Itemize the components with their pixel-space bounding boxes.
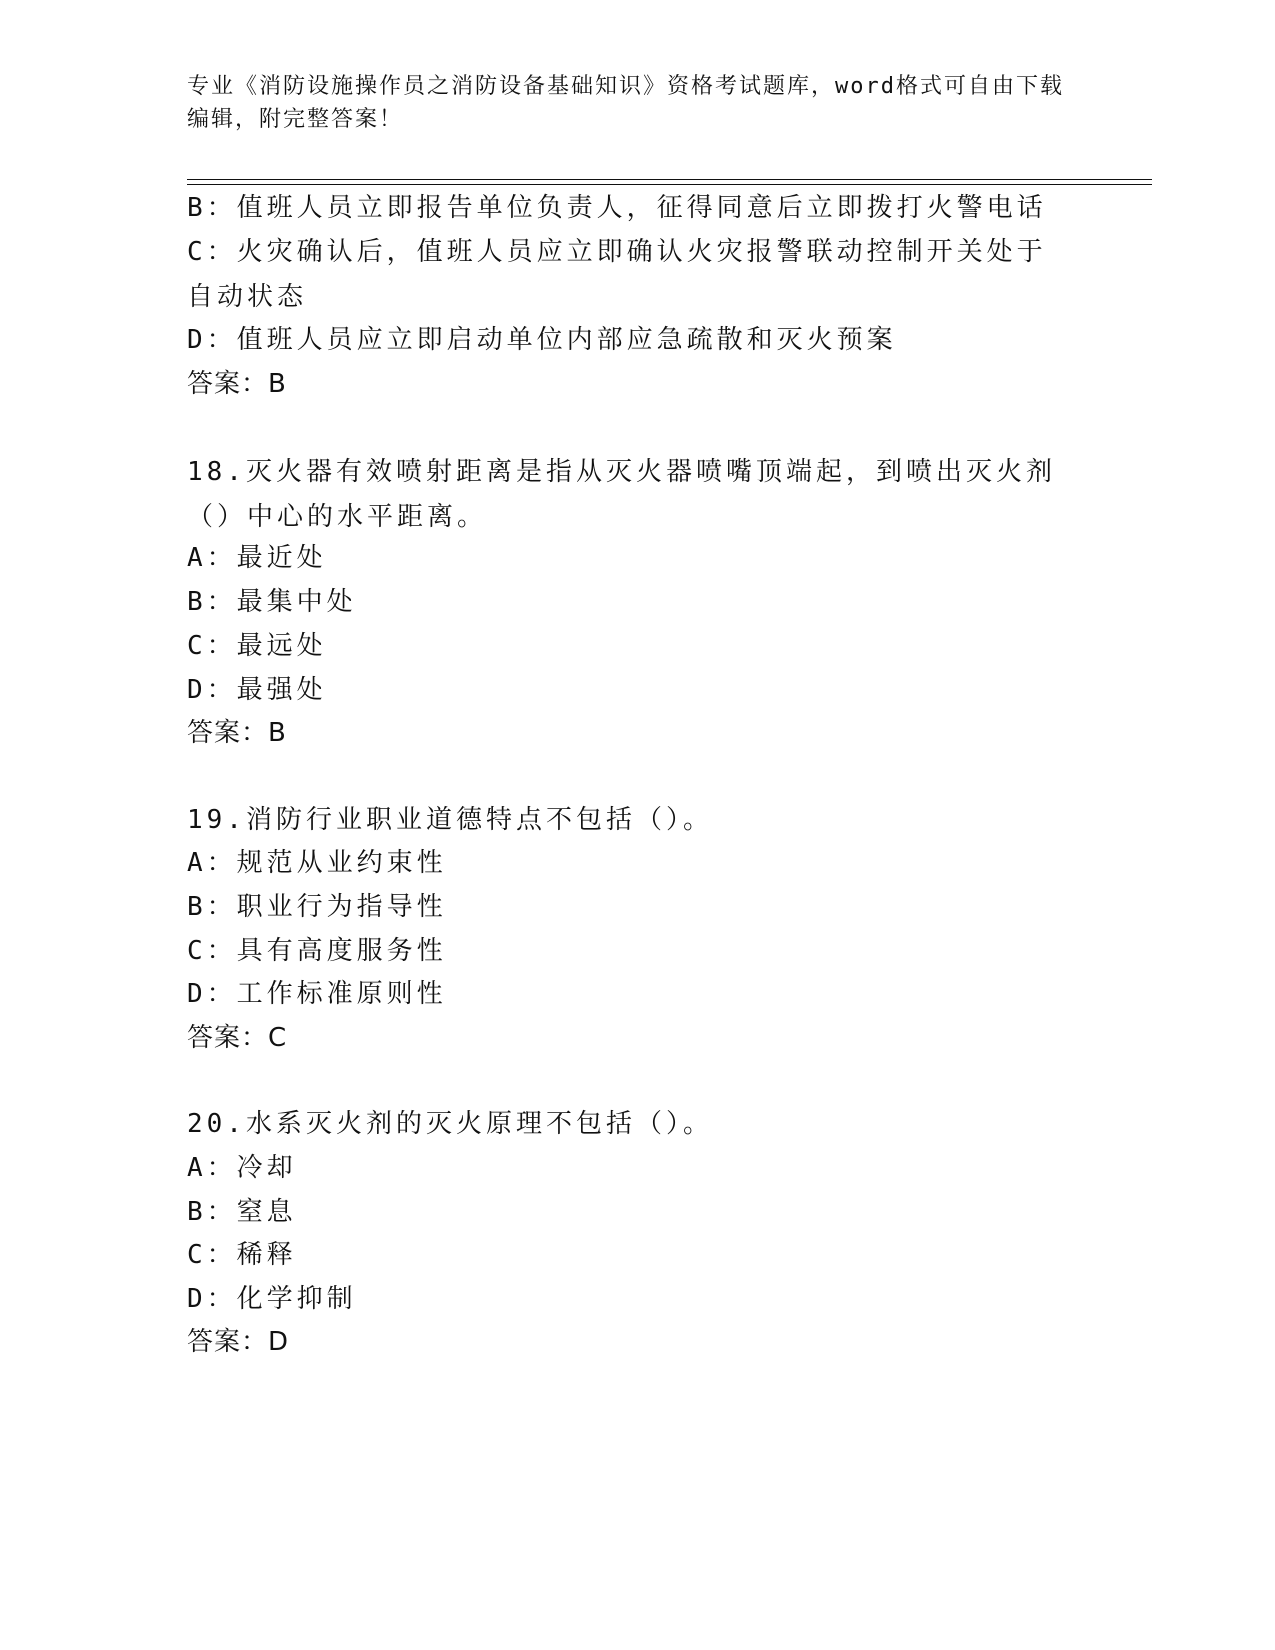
question-20-option-d: D：化学抑制 xyxy=(187,1284,357,1314)
prev-question-option-d: D：值班人员应立即启动单位内部应急疏散和灭火预案 xyxy=(187,325,897,355)
document-intro: 专业《消防设施操作员之消防设备基础知识》资格考试题库，word格式可自由下载编辑，附完整答案！ xyxy=(187,74,1064,132)
question-18-option-b: B：最集中处 xyxy=(187,587,357,617)
question-19-option-b: B：职业行为指导性 xyxy=(187,892,447,922)
question-20-stem: 20.水系灭火剂的灭火原理不包括（）。 xyxy=(187,1109,713,1139)
question-19-stem: 19.消防行业职业道德特点不包括（）。 xyxy=(187,805,713,835)
question-18-option-c: C：最远处 xyxy=(187,631,327,661)
question-19-option-d: D：工作标准原则性 xyxy=(187,979,447,1009)
question-18-option-a: A：最近处 xyxy=(187,543,327,573)
question-19-option-a: A：规范从业约束性 xyxy=(187,848,447,878)
question-18-stem: 18.灭火器有效喷射距离是指从灭火器喷嘴顶端起，到喷出灭火剂（）中心的水平距离。 xyxy=(187,457,1056,532)
question-18-answer: 答案：B xyxy=(187,718,287,748)
question-18-option-d: D：最强处 xyxy=(187,675,327,705)
question-20-option-b: B：窒息 xyxy=(187,1197,297,1227)
prev-question-answer: 答案：B xyxy=(187,369,287,399)
header-divider-top xyxy=(187,179,1152,180)
header-divider-bottom xyxy=(187,184,1152,185)
prev-question-option-b: B：值班人员立即报告单位负责人，征得同意后立即拨打火警电话 xyxy=(187,193,1047,223)
prev-question-option-c: C：火灾确认后，值班人员应立即确认火灾报警联动控制开关处于自动状态 xyxy=(187,237,1047,312)
question-20-answer: 答案：D xyxy=(187,1327,290,1357)
question-19-option-c: C：具有高度服务性 xyxy=(187,936,447,966)
question-20-option-c: C：稀释 xyxy=(187,1240,297,1270)
question-19-answer: 答案：C xyxy=(187,1023,288,1053)
question-20-option-a: A：冷却 xyxy=(187,1153,297,1183)
